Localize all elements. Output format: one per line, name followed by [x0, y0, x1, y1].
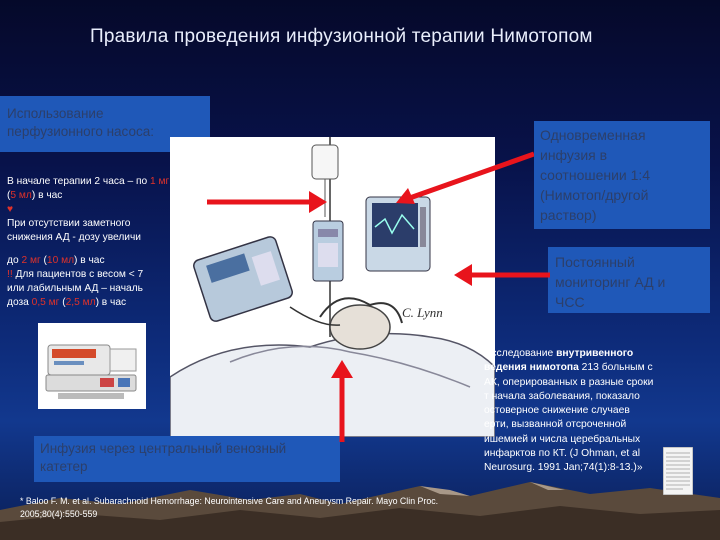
- pump-box-line1: Использование: [7, 106, 104, 121]
- dose-value: 5 мл: [10, 190, 32, 201]
- study-line: Neurosurg. 1991 Jan;74(1):8-13.)»: [484, 462, 643, 474]
- dose-value: 10 мл: [46, 255, 75, 266]
- dosing-text-span: (: [40, 255, 47, 266]
- simul-line: соотношении 1:4: [540, 167, 651, 183]
- study-line: [484, 361, 694, 375]
- dosing-text-span: (: [59, 297, 66, 308]
- dosing-text-span: (: [7, 190, 11, 201]
- dosing-line: При отсутствии заметного: [7, 218, 131, 229]
- dose-value: 1 мг: [149, 176, 170, 187]
- monitor-line: Постоянный: [555, 254, 635, 270]
- study-line: АК, оперированных в разные сроки: [484, 376, 654, 388]
- pump-box-line2: перфузионного насоса:: [7, 124, 154, 139]
- dosing-line: [7, 189, 183, 203]
- dosing-line: [7, 203, 183, 217]
- infusion-pump-icon: [38, 323, 146, 409]
- warning-mark: !!: [7, 269, 13, 280]
- heart-icon: ♥: [7, 204, 14, 215]
- dosing-line: [7, 268, 183, 282]
- reference-footnote: [20, 495, 510, 521]
- dose-value: 2 мг: [21, 255, 41, 266]
- simul-line: раствор): [540, 207, 597, 223]
- study-bold: внутривенного: [556, 348, 634, 359]
- dosing-text-span: доза: [7, 297, 32, 308]
- simultaneous-infusion-box: [534, 121, 710, 229]
- dosing-line: [7, 175, 183, 189]
- dosing-line: или лабильным АД – началь: [7, 283, 143, 294]
- monitor-line: мониторинг АД и: [555, 274, 666, 290]
- reference-line: 2005;80(4):550-559: [20, 509, 98, 519]
- monitoring-box: [548, 247, 710, 313]
- dosing-text-span: Для пациентов с весом < 7: [12, 269, 144, 280]
- dosing-text-span: ) в час: [74, 255, 105, 266]
- study-span: 213 больным с: [578, 362, 653, 374]
- monitor-line: ЧСС: [555, 294, 585, 310]
- dosing-line: [7, 254, 183, 268]
- study-bold: ведения нимотопа: [484, 362, 579, 374]
- dosing-text-span: В начале терапии 2 часа – по: [7, 176, 150, 187]
- study-span: Исследование: [484, 348, 557, 359]
- study-line: [484, 347, 694, 361]
- journal-page-icon: [663, 447, 693, 495]
- dosing-line: [7, 296, 183, 310]
- dosing-text-span: ) в час: [31, 190, 63, 201]
- dosing-text-span: ) в час: [95, 297, 127, 308]
- study-line: т начала заболевания, показало: [484, 390, 640, 402]
- dosing-line: снижения АД - дозу увеличи: [7, 232, 141, 243]
- dosing-text: [7, 175, 183, 315]
- dose-value: 0,5 мг: [31, 297, 60, 308]
- study-line: инфарктов по КТ. (J Ohman, et al: [484, 448, 641, 460]
- reference-line: * Baloo F. M. et al. Subarachnoid Hemorrhage: Neurointensive Care and Aneurysm Repair. Mayo Clin Proc.: [20, 496, 439, 506]
- simul-line: инфузия в: [540, 147, 608, 163]
- slide-title: Правила проведения инфузионной терапии Нимотопом: [90, 26, 593, 47]
- illustration-signature: C. Lynn: [402, 305, 443, 320]
- catheter-box: [34, 436, 340, 482]
- simul-line: (Нимотоп/другой: [540, 187, 649, 203]
- arrow-icon: [207, 188, 327, 216]
- arrow-icon: [388, 150, 534, 210]
- arrow-icon: [328, 360, 356, 442]
- study-line: ерти, вызванной отсроченной: [484, 419, 627, 431]
- dose-value: 2,5 мл: [65, 297, 96, 308]
- catheter-line: Инфузия через центральный венозный: [40, 441, 287, 456]
- study-line: остоверное снижение случаев: [484, 405, 630, 417]
- arrow-icon: [454, 262, 550, 288]
- catheter-line: катетер: [40, 459, 88, 474]
- study-line: ишемией и числа церебральных: [484, 433, 641, 445]
- simul-line: Одновременная: [540, 127, 646, 143]
- dosing-text-span: до: [7, 255, 22, 266]
